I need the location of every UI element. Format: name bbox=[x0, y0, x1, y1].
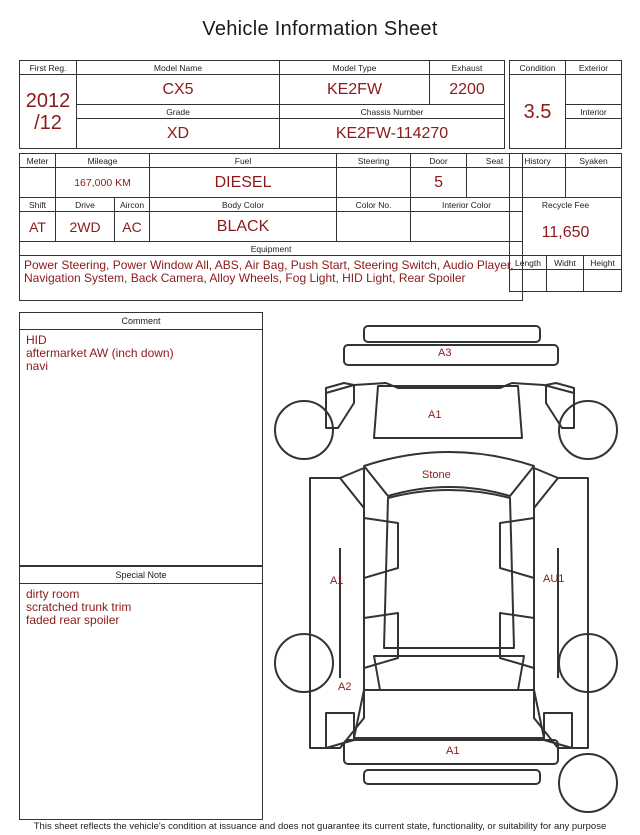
color-no-label: Color No. bbox=[337, 198, 411, 212]
equipment-value: Power Steering, Power Window All, ABS, Air Bag, Push Start, Steering Switch, Audio Player, Navigation System, Back Camera, Alloy Wheels, Fog Light, HID Light, Rear Spoiler bbox=[20, 256, 523, 301]
interior-label: Interior bbox=[566, 105, 622, 119]
door-value: 5 bbox=[411, 168, 467, 198]
chassis-number-label: Chassis Number bbox=[280, 105, 505, 119]
mark-right-side: AU1 bbox=[543, 573, 565, 585]
left-side-panel bbox=[310, 478, 364, 748]
model-name-label: Model Name bbox=[77, 61, 280, 75]
exterior-value bbox=[566, 75, 622, 105]
history-label: History bbox=[510, 154, 566, 168]
first-reg-value: 2012 /12 bbox=[20, 75, 77, 149]
exhaust-label: Exhaust bbox=[430, 61, 505, 75]
car-damage-diagram bbox=[268, 318, 630, 818]
mileage-label: Mileage bbox=[56, 154, 150, 168]
exterior-label: Exterior bbox=[566, 61, 622, 75]
color-no-value bbox=[337, 212, 411, 242]
history-table bbox=[509, 153, 622, 292]
shift-value: AT bbox=[20, 212, 56, 242]
steering-label: Steering bbox=[337, 154, 411, 168]
condition-table bbox=[509, 60, 622, 149]
special-note-header: Special Note bbox=[20, 567, 262, 584]
spare-wheel bbox=[559, 754, 617, 812]
interior-value bbox=[566, 119, 622, 149]
right-rear-door-window bbox=[500, 613, 534, 668]
syaken-label: Syaken bbox=[566, 154, 622, 168]
model-type-value: KE2FW bbox=[280, 75, 430, 105]
recycle-fee-value: 11,650 bbox=[510, 212, 622, 256]
interior-color-value bbox=[411, 212, 523, 242]
rear-left-fender bbox=[326, 713, 354, 748]
grade-label: Grade bbox=[77, 105, 280, 119]
front-outline bbox=[326, 383, 574, 418]
front-left-wheel bbox=[275, 401, 333, 459]
mark-left-rear: A2 bbox=[338, 681, 352, 693]
mark-rear-bumper: A1 bbox=[446, 745, 460, 757]
left-front-door-window bbox=[364, 518, 398, 578]
front-right-wheel bbox=[559, 401, 617, 459]
chassis-number-value: KE2FW-114270 bbox=[280, 119, 505, 149]
mark-left-side: A1 bbox=[330, 575, 344, 587]
recycle-fee-label: Recycle Fee bbox=[510, 198, 622, 212]
comment-body bbox=[20, 330, 262, 377]
interior-color-label: Interior Color bbox=[411, 198, 523, 212]
drive-label: Drive bbox=[56, 198, 115, 212]
model-info-table bbox=[19, 60, 505, 149]
comment-line: navi bbox=[26, 359, 49, 373]
body-color-value: BLACK bbox=[150, 212, 337, 242]
model-type-label: Model Type bbox=[280, 61, 430, 75]
condition-value: 3.5 bbox=[510, 75, 566, 149]
shift-label: Shift bbox=[20, 198, 56, 212]
front-bumper-outer bbox=[364, 326, 540, 342]
mileage-value: 167,000 KM bbox=[56, 168, 150, 198]
roof-panel bbox=[384, 490, 514, 648]
history-value bbox=[510, 168, 566, 198]
model-name-value: CX5 bbox=[77, 75, 280, 105]
special-note-panel bbox=[19, 566, 263, 820]
hood-panel bbox=[374, 386, 522, 438]
comment-panel bbox=[19, 312, 263, 566]
rear-window bbox=[374, 656, 524, 690]
right-front-door-window bbox=[500, 518, 534, 578]
mark-front-bumper: A3 bbox=[438, 347, 452, 359]
steering-value bbox=[337, 168, 411, 198]
width-value bbox=[547, 270, 584, 292]
mark-hood: A1 bbox=[428, 409, 442, 421]
disclaimer-footer: This sheet reflects the vehicle's condition at issuance and does not guarantee its current state, functionality, or suitability for any purpose bbox=[33, 821, 607, 832]
rear-bumper-inner bbox=[364, 770, 540, 784]
door-label: Door bbox=[411, 154, 467, 168]
aircon-label: Aircon bbox=[115, 198, 150, 212]
body-color-label: Body Color bbox=[150, 198, 337, 212]
rear-left-wheel bbox=[275, 634, 333, 692]
condition-label: Condition bbox=[510, 61, 566, 75]
grade-value: XD bbox=[77, 119, 280, 149]
comment-header: Comment bbox=[20, 313, 262, 330]
height-label: Height bbox=[584, 256, 622, 270]
meter-label: Meter bbox=[20, 154, 56, 168]
equipment-label: Equipment bbox=[20, 242, 523, 256]
special-note-line: dirty room bbox=[26, 587, 80, 601]
right-side-panel bbox=[534, 478, 588, 748]
seat-label: Seat bbox=[467, 154, 523, 168]
first-reg-label: First Reg. bbox=[20, 61, 77, 75]
comment-line: HID bbox=[26, 333, 47, 347]
aircon-value: AC bbox=[115, 212, 150, 242]
page-title: Vehicle Information Sheet bbox=[202, 18, 438, 40]
fuel-value: DIESEL bbox=[150, 168, 337, 198]
exhaust-value: 2200 bbox=[430, 75, 505, 105]
fuel-label: Fuel bbox=[150, 154, 337, 168]
left-rear-door-window bbox=[364, 613, 398, 668]
length-value bbox=[510, 270, 547, 292]
specs-table bbox=[19, 153, 523, 301]
comment-line: aftermarket AW (inch down) bbox=[26, 346, 174, 360]
meter-value bbox=[20, 168, 56, 198]
height-value bbox=[584, 270, 622, 292]
width-label: Widht bbox=[547, 256, 584, 270]
trunk-lid bbox=[354, 690, 544, 738]
length-label: Length bbox=[510, 256, 547, 270]
syaken-value bbox=[566, 168, 622, 198]
drive-value: 2WD bbox=[56, 212, 115, 242]
special-note-line: scratched trunk trim bbox=[26, 600, 132, 614]
special-note-line: faded rear spoiler bbox=[26, 613, 120, 627]
special-note-body bbox=[20, 584, 262, 631]
mark-roof: Stone bbox=[422, 469, 451, 481]
